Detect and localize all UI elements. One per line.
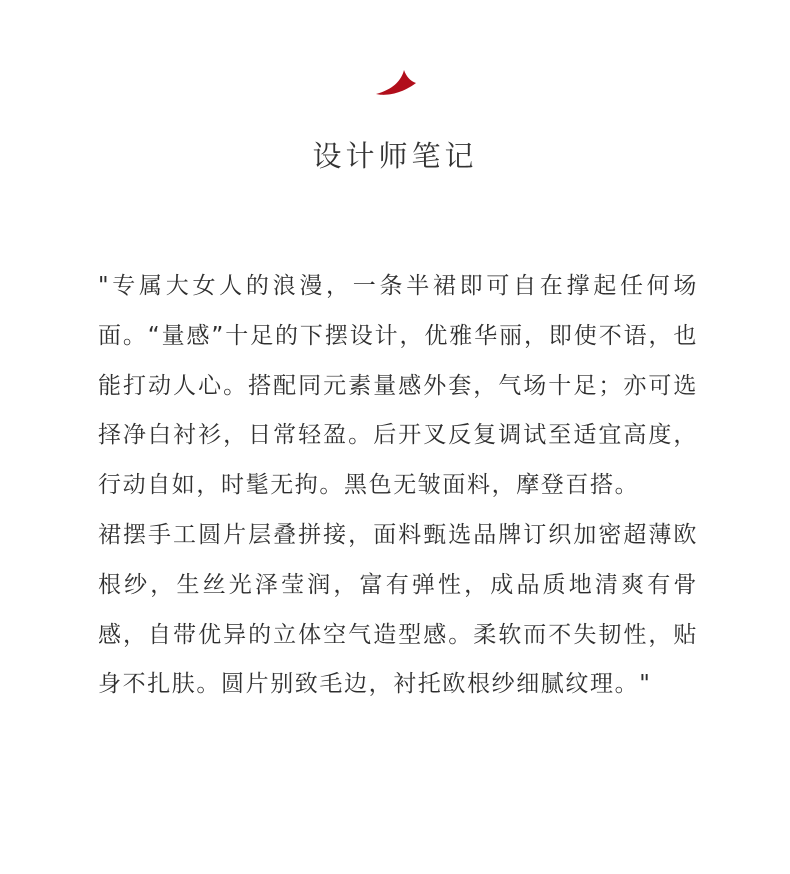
brand-logo: [374, 68, 418, 98]
notes-paragraph: "专属大女人的浪漫，一条半裙即可自在撑起任何场面。“量感”十足的下摆设计，优雅华丽，即使不语，也能打动人心。搭配同元素量感外套，气场十足；亦可选择净白衬衫，日常轻盈。后开叉反复调试至适宜高度，行动自如，时髦无拘。黑色无皱面料，摩登百搭。: [98, 273, 698, 499]
notes-paragraph: 裙摆手工圆片层叠拼接，面料甄选品牌订织加密超薄欧根纱，生丝光泽莹润，富有弹性，成品质地清爽有骨感，自带优异的立体空气造型感。柔软而不失韧性，贴身不扎肤。圆片别致毛边，衬托欧根纱细腻纹理。": [98, 521, 698, 698]
designer-notes-body: [98, 262, 698, 710]
page-title: 设计师笔记: [312, 139, 478, 173]
red-petal-icon: [374, 68, 418, 98]
